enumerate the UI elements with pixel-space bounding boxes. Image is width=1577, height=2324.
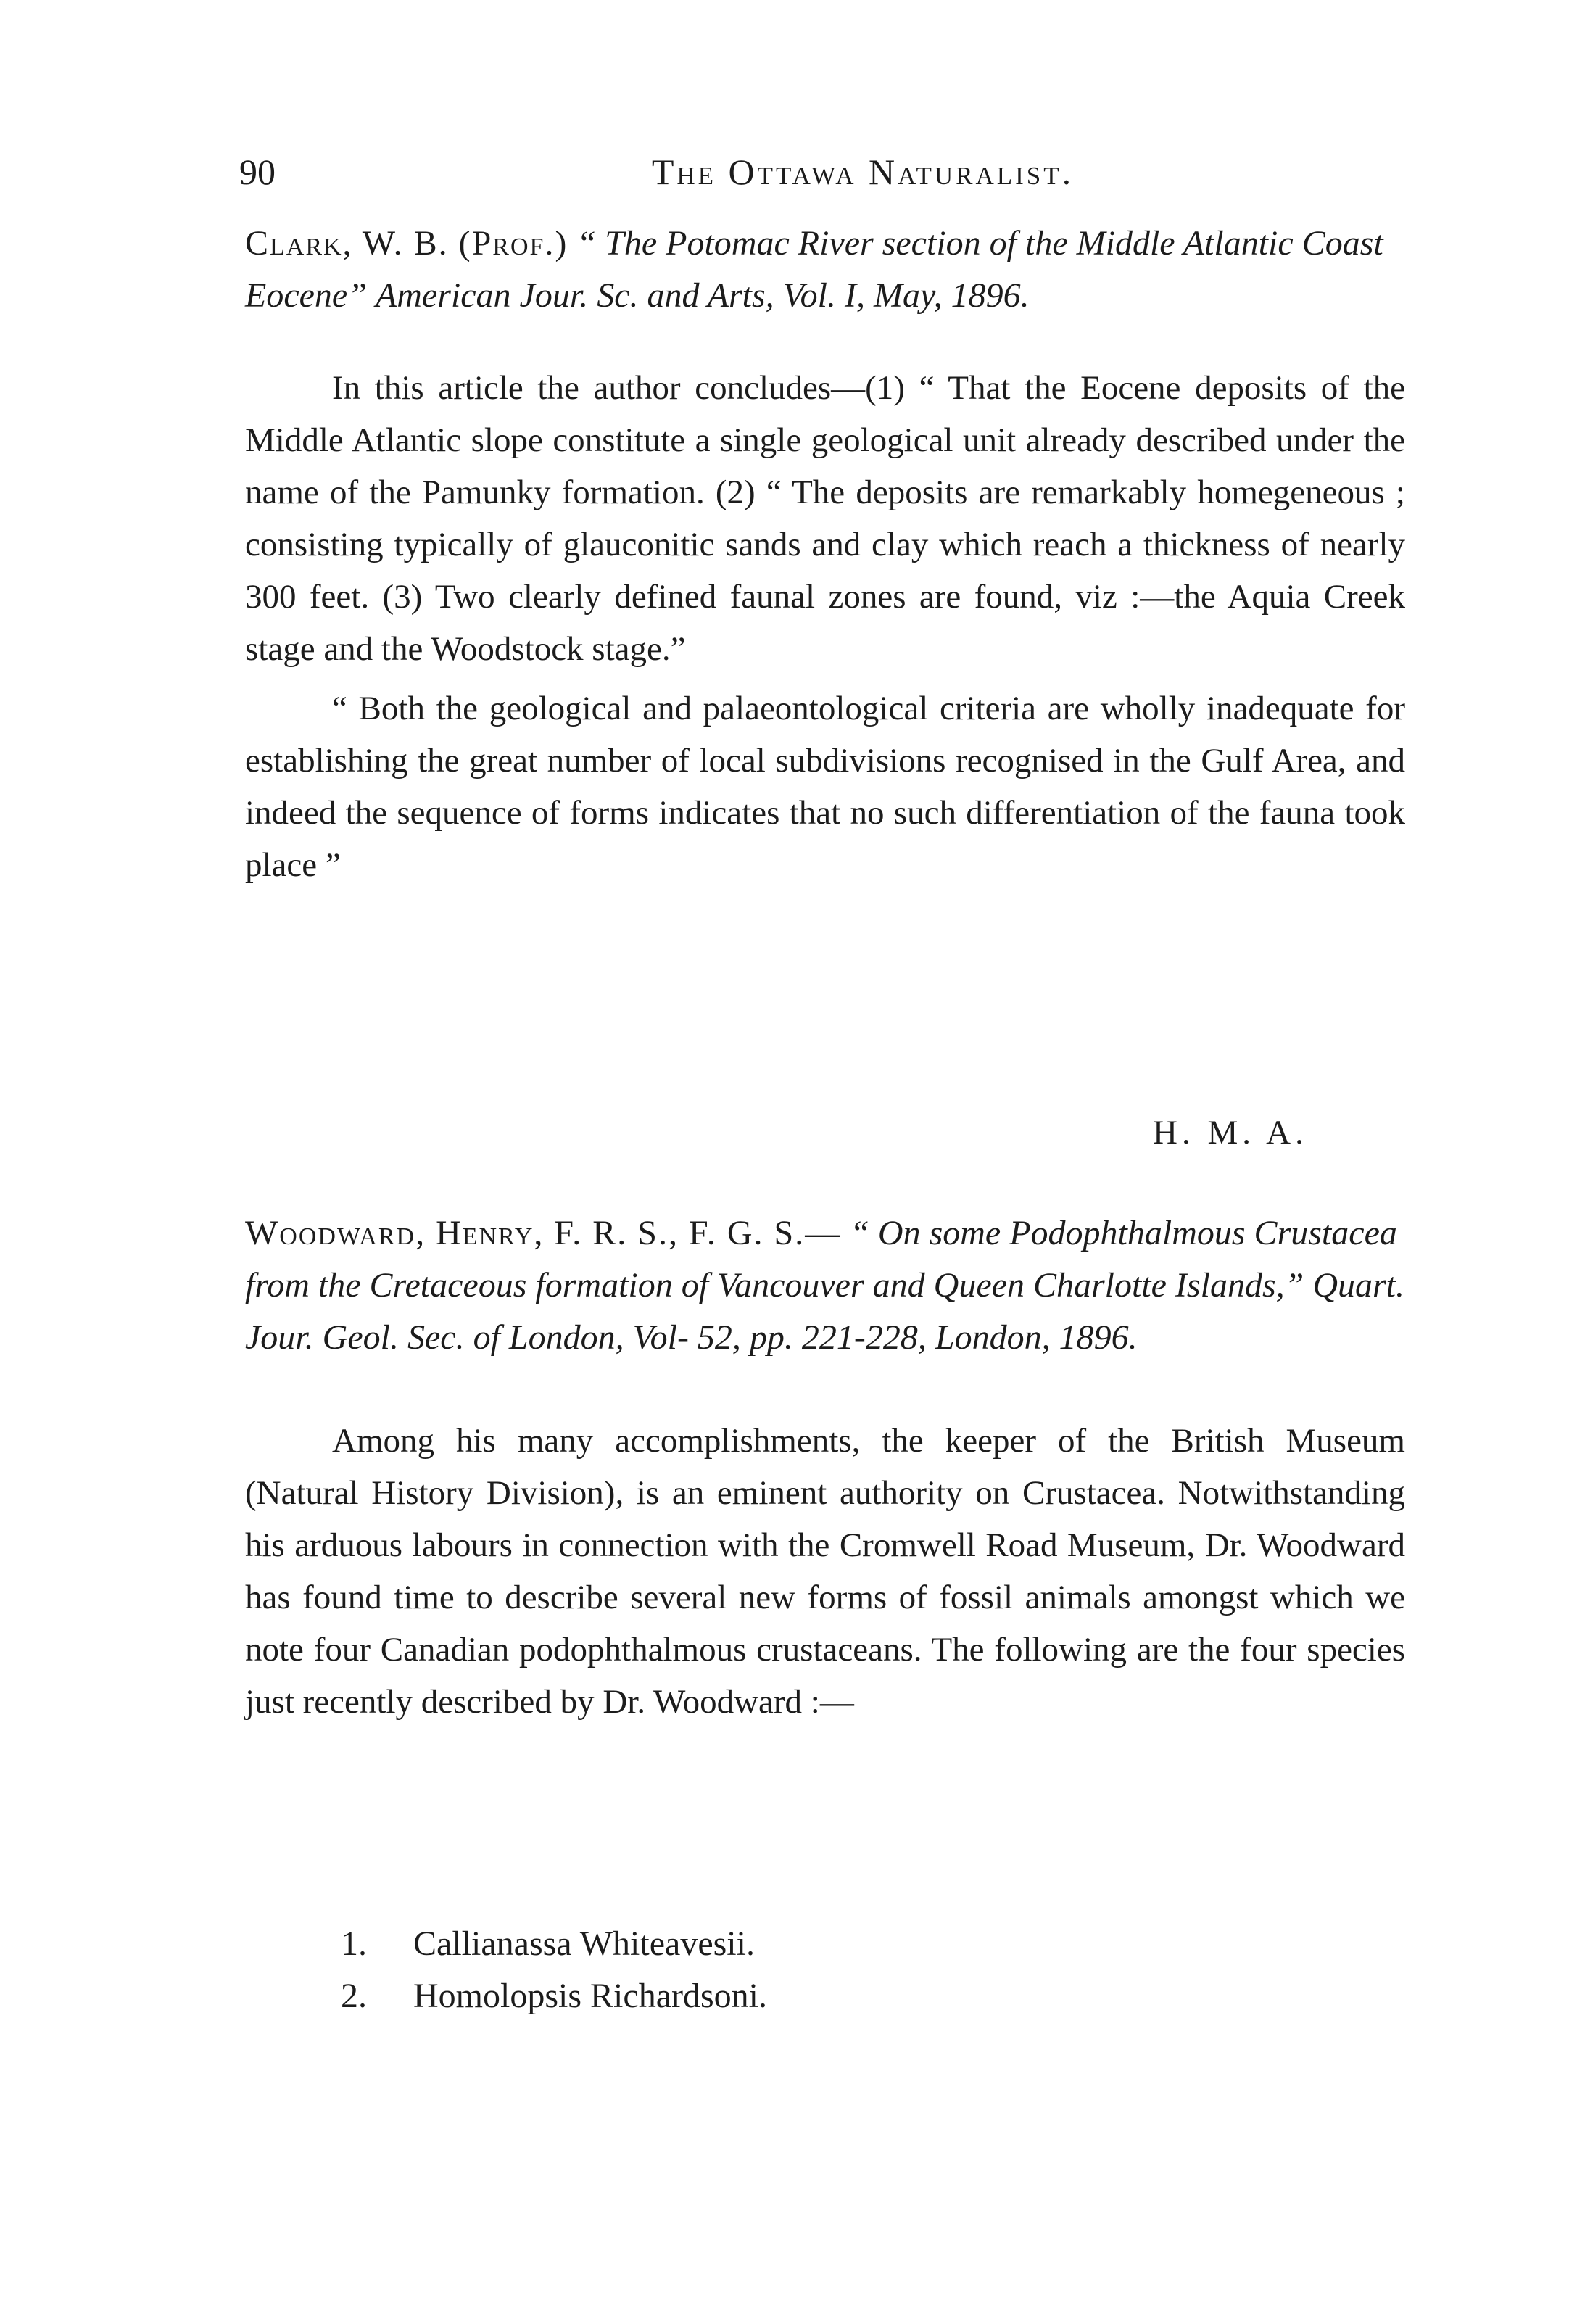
citation-author: Clark, W. B. (Prof.)	[245, 224, 568, 262]
citation-clark	[245, 218, 1405, 322]
citation-title: “ On some Podophthalmous Crustacea from the Cretaceous formation of Vancouver and Queen Charlotte Islands,” Quart. Jour. Geol. Sec. of London, Vol- 52, pp. 221-228, London, 1896.	[245, 1214, 1404, 1357]
list-item-number: 1.	[341, 1924, 367, 1963]
review-body	[245, 362, 1405, 891]
species-list	[341, 1918, 767, 2022]
page-number: 90	[239, 152, 276, 192]
citation-title: “ The Potomac River section of the Middle Atlantic Coast Eocene”	[245, 224, 1383, 315]
citation-source: American Jour. Sc. and Arts, Vol. I, May, 1896.	[375, 276, 1030, 315]
species-name: Homolopsis Richardsoni.	[413, 1977, 767, 2015]
review-woodward	[245, 1207, 1405, 1728]
running-title: The Ottawa Naturalist.	[651, 152, 1075, 192]
list-item	[341, 1918, 767, 1970]
reviewer-signature: H. M. A.	[1153, 1114, 1308, 1151]
paragraph: In this article the author concludes—(1) “ That the Eocene deposits of the Middle Atlantic slope constitute a single geological unit already described under the name of the Pamunky formation. (2) “ The deposits are remarkably homegeneous ; consisting typically of glauconitic sands and clay which reach a thickness of nearly 300 feet. (3) Two clearly defined faunal zones are found, viz :—the Aquia Creek stage and the Woodstock stage.”	[245, 369, 1405, 668]
citation-author: Woodward, Henry, F. R. S., F. G. S.—	[245, 1214, 842, 1252]
page-header	[239, 151, 1428, 202]
citation-woodward	[245, 1207, 1405, 1364]
review-clark	[245, 218, 1405, 891]
paragraph: Among his many accomplishments, the keeper of the British Museum (Natural History Division), is an eminent authority on Crustacea. Notwithstanding his arduous labours in connection with the Cromwell Road Museum, Dr. Woodward has found time to describe several new forms of fossil animals amongst which we note four Canadian podophthalmous crustaceans. The following are the four species just recently described by Dr. Woodward :—	[245, 1422, 1405, 1721]
list-item	[341, 1970, 767, 2022]
review-body	[245, 1415, 1405, 1728]
species-name: Callianassa Whiteavesii.	[413, 1924, 755, 1963]
list-item-number: 2.	[341, 1977, 367, 2015]
paragraph: “ Both the geological and palaeontological criteria are wholly inadequate for establishing the great number of local subdivisions recognised in the Gulf Area, and indeed the sequence of forms indicates that no such differentiation of the fauna took place ”	[245, 690, 1405, 884]
